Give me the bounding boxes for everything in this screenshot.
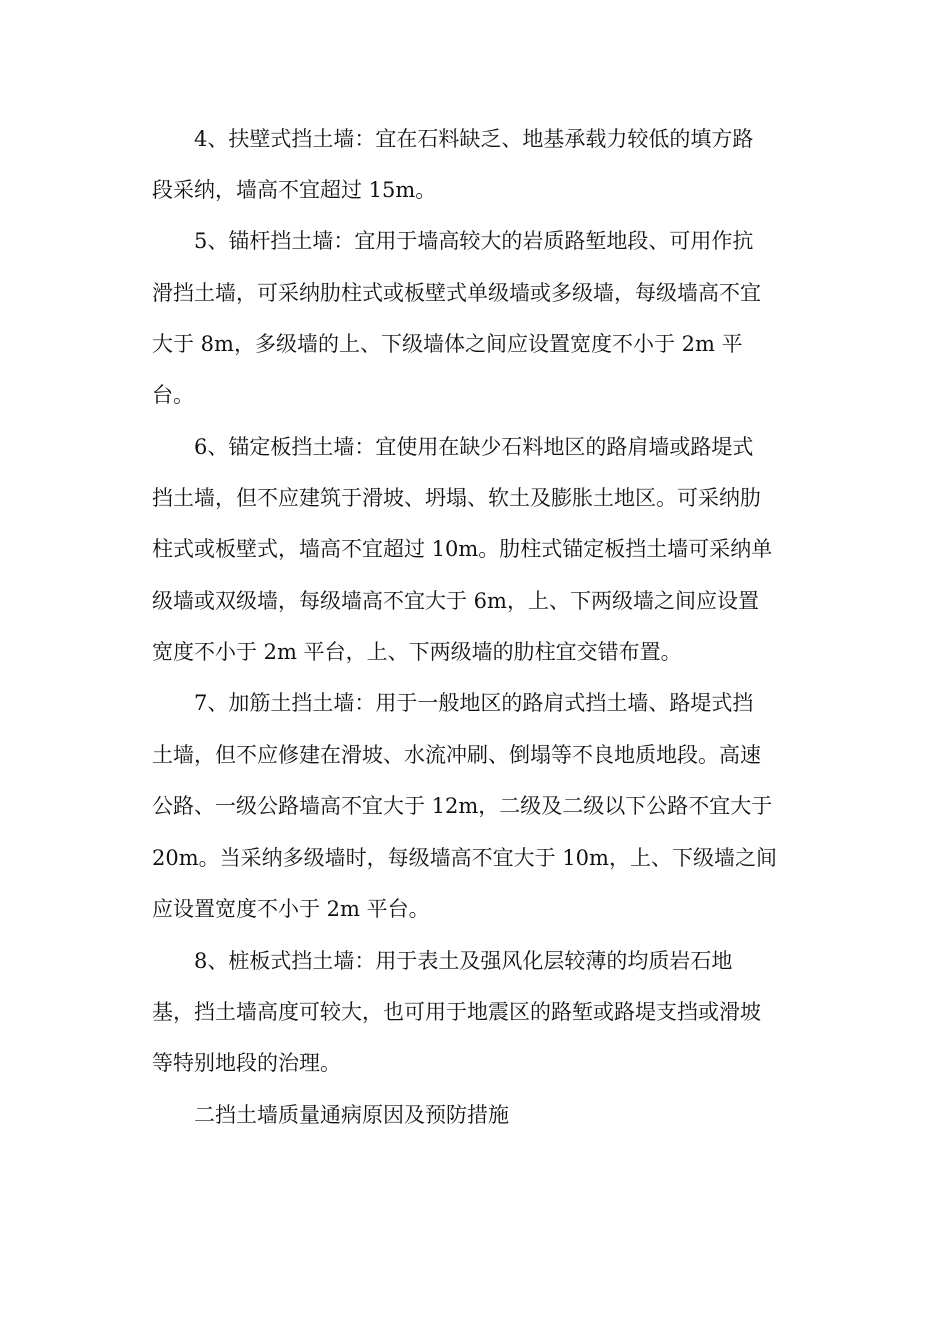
paragraph-7-line-5: 应设置宽度不小于 2m 平台。 <box>152 897 430 921</box>
paragraph-5-line-3: 大于 8m，多级墙的上、下级墙体之间应设置宽度不小于 2m 平 <box>152 332 743 356</box>
paragraph-8-line-2: 基，挡土墙高度可较大，也可用于地震区的路堑或路堤支挡或滑坡 <box>152 1000 761 1024</box>
paragraph-6-line-3: 柱式或板壁式，墙高不宜超过 10m。肋柱式锚定板挡土墙可采纳单 <box>152 537 773 561</box>
paragraph-7-line-3: 公路、一级公路墙高不宜大于 12m，二级及二级以下公路不宜大于 <box>152 794 773 818</box>
paragraph-5-line-1: 5、锚杆挡土墙：宜用于墙高较大的岩质路堑地段、可用作抗 <box>194 229 754 253</box>
paragraph-6-line-4: 级墙或双级墙，每级墙高不宜大于 6m，上、下两级墙之间应设置 <box>152 589 759 613</box>
paragraph-7-line-4: 20m。当采纳多级墙时，每级墙高不宜大于 10m，上、下级墙之间 <box>152 846 777 870</box>
paragraph-4-line-2: 段采纳，墙高不宜超过 15m。 <box>152 178 437 202</box>
paragraph-7-line-1: 7、加筋土挡土墙：用于一般地区的路肩式挡土墙、路堤式挡 <box>194 691 754 715</box>
section-heading: 二挡土墙质量通病原因及预防措施 <box>194 1103 509 1127</box>
paragraph-4-line-1: 4、扶壁式挡土墙：宜在石料缺乏、地基承载力较低的填方路 <box>194 127 754 151</box>
paragraph-6-line-5: 宽度不小于 2m 平台，上、下两级墙的肋柱宜交错布置。 <box>152 640 682 664</box>
paragraph-6-line-1: 6、锚定板挡土墙：宜使用在缺少石料地区的路肩墙或路堤式 <box>194 435 754 459</box>
paragraph-6-line-2: 挡土墙，但不应建筑于滑坡、坍塌、软土及膨胀土地区。可采纳肋 <box>152 486 761 510</box>
paragraph-5-line-2: 滑挡土墙，可采纳肋柱式或板壁式单级墙或多级墙，每级墙高不宜 <box>152 281 761 305</box>
paragraph-8-line-3: 等特别地段的治理。 <box>152 1051 341 1075</box>
paragraph-8-line-1: 8、桩板式挡土墙：用于表土及强风化层较薄的均质岩石地 <box>194 949 733 973</box>
paragraph-5-line-4: 台。 <box>152 383 194 407</box>
paragraph-7-line-2: 土墙，但不应修建在滑坡、水流冲刷、倒塌等不良地质地段。高速 <box>152 743 761 767</box>
